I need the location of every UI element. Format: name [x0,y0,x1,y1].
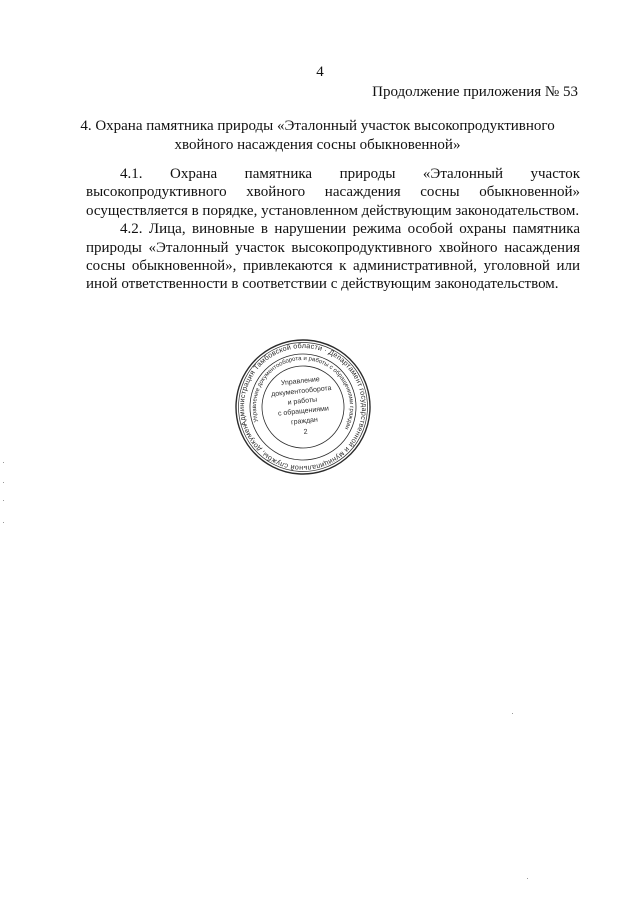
stamp-center-line-2: документооборота [270,384,332,399]
stamp-seal-icon [233,337,373,477]
stamp-center-line-1: Управление [280,376,321,388]
appendix-continuation: Продолжение приложения № 53 [372,84,578,100]
document-body [86,165,580,294]
stamp-outer-text: Администрация Тамбовской области · Департамент государственной и муниципальной службы, документооборота [236,340,370,474]
stamp-center-line-5: граждан [290,416,319,427]
section-heading-line-1: 4. Охрана памятника природы «Эталонный участок высокопродуктивного [80,118,555,134]
section-heading-line-2: хвойного насаждения сосны обыкновенной» [174,137,461,153]
scan-speck [527,878,528,879]
page-number: 4 [316,64,324,80]
scan-speck [3,500,4,501]
scan-margin-marks [3,460,5,540]
scan-speck [3,462,4,463]
paragraph-4-1: 4.1. Охрана памятника природы «Эталонный участок высокопродуктивного хвойного насаждения сосны обыкновенной» осуществляется в порядке, установленном действующим законодательством. [86,166,580,219]
stamp-center-line-3: и работы [287,396,318,407]
stamp-inner-text: Управление документооборота и работы с обращениями граждан [251,355,355,431]
scan-speck [3,522,4,523]
section-heading [60,117,575,155]
stamp-center-number: 2 [303,428,308,437]
stamp-center-line-4: с обращениями [277,405,330,418]
scan-speck [3,482,4,483]
official-stamp [233,337,373,477]
paragraph-4-2: 4.2. Лица, виновные в нарушении режима особой охраны памятника природы «Эталонный участок высокопродуктивного хвойного насаждения сосны обыкновенной», привлекаются к административной, уголовной или иной ответственности в соответствии с действующим законодательством. [86,221,580,293]
scan-speck [512,713,513,714]
